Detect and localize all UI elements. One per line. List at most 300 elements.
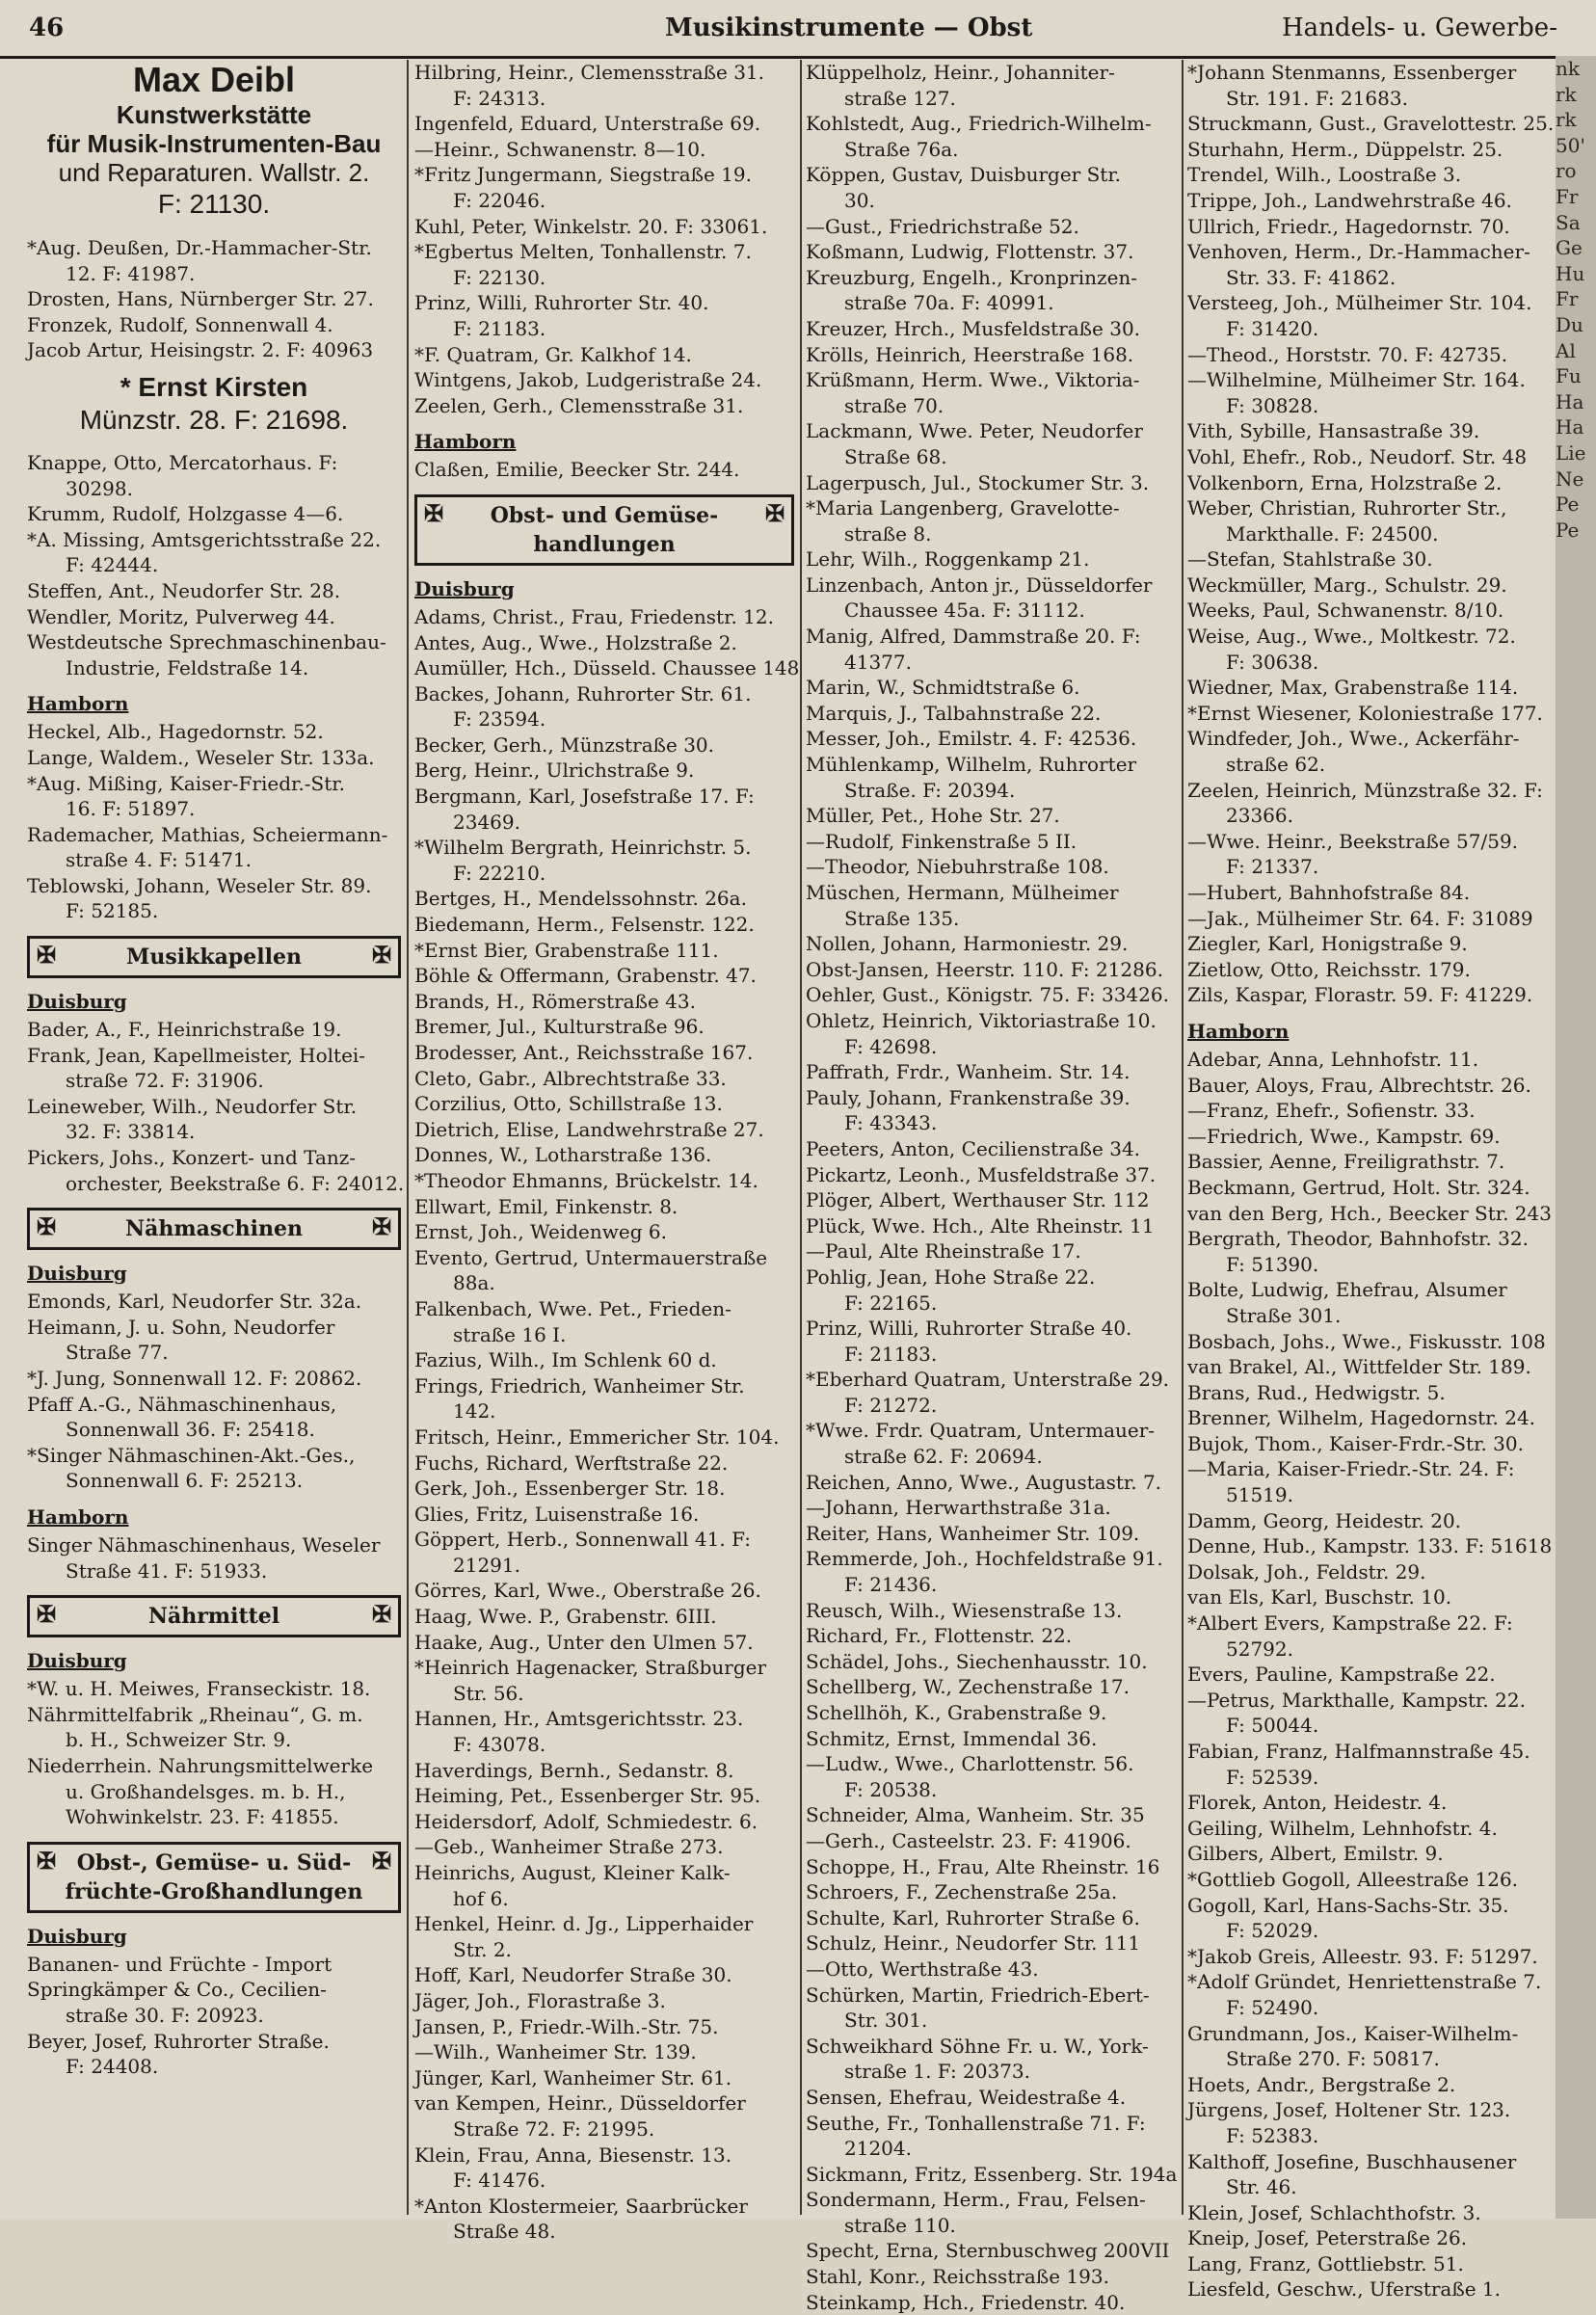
- directory-entry: Schneider, Alma, Wanheim. Str. 35: [806, 1803, 1145, 1827]
- directory-entry: Straße 41. F: 51933.: [66, 1558, 268, 1583]
- directory-entry: Peeters, Anton, Cecilienstraße 34.: [806, 1136, 1141, 1160]
- directory-entry: Schellberg, W., Zechenstraße 17.: [806, 1675, 1130, 1699]
- directory-entry: Emonds, Karl, Neudorfer Str. 32a.: [27, 1290, 362, 1314]
- directory-entry: Heinrichs, August, Kleiner Kalk-: [414, 1861, 731, 1884]
- directory-entry: Haake, Aug., Unter den Ulmen 57.: [414, 1630, 754, 1654]
- directory-entry: Bolte, Ludwig, Ehefrau, Alsumer: [1187, 1278, 1507, 1302]
- entry-list: [27, 1017, 405, 1196]
- directory-entry: Heiming, Pet., Essenberger Str. 95.: [414, 1784, 761, 1808]
- directory-entry: *Aug. Deußen, Dr.-Hammacher-Str.: [27, 236, 372, 259]
- directory-entry: Straße 135.: [844, 906, 960, 930]
- directory-entry: F: 24408.: [66, 2055, 159, 2079]
- directory-entry: F: 42444.: [66, 553, 159, 577]
- directory-entry: Steffen, Ant., Neudorfer Str. 28.: [27, 578, 341, 602]
- directory-entry: Windfeder, Joh., Wwe., Ackerfähr-: [1187, 727, 1520, 751]
- directory-entry: Straße 301.: [1226, 1303, 1342, 1327]
- running-title: Musikinstrumente — Obst: [665, 13, 1033, 42]
- edge-fragment: Ne: [1556, 466, 1584, 491]
- edge-fragment: ro: [1556, 159, 1577, 183]
- directory-entry: *Adolf Gründet, Henriettenstraße 7.: [1187, 1970, 1542, 1994]
- directory-entry: Beyer, Josef, Ruhrorter Straße.: [27, 2029, 330, 2053]
- directory-entry: Pauly, Johann, Frankenstraße 39.: [806, 1085, 1130, 1109]
- directory-entry: Ullrich, Friedr., Hagedornstr. 70.: [1187, 214, 1510, 238]
- directory-entry: *Gottlieb Gogoll, Alleestraße 126.: [1187, 1867, 1519, 1891]
- directory-entry: Evento, Gertrud, Untermauerstraße: [414, 1245, 768, 1269]
- ad-name: * Ernst Kirsten: [120, 371, 308, 402]
- directory-entry: Straße 68.: [844, 444, 947, 468]
- directory-entry: straße 62. F: 20694.: [844, 1445, 1043, 1469]
- directory-entry: Mühlenkamp, Wilhelm, Ruhrorter: [806, 753, 1137, 777]
- directory-entry: Straße. F: 20394.: [844, 778, 1016, 802]
- edge-fragment: Al: [1556, 338, 1576, 362]
- directory-entry: orchester, Beekstraße 6. F: 24012.: [66, 1171, 405, 1195]
- directory-entry: 16. F: 51897.: [66, 797, 196, 821]
- directory-entry: —Maria, Kaiser-Friedr.-Str. 24. F:: [1187, 1457, 1515, 1481]
- directory-entry: —Rudolf, Finkenstraße 5 II.: [806, 829, 1077, 853]
- directory-entry: Brenner, Wilhelm, Hagedornstr. 24.: [1187, 1406, 1536, 1430]
- directory-entry: Vith, Sybille, Hansastraße 39.: [1187, 419, 1480, 443]
- column-3: [806, 60, 1178, 2314]
- directory-entry: Aumüller, Hch., Düsseld. Chaussee 148: [414, 656, 800, 680]
- directory-entry: Cleto, Gabr., Albrechtstraße 33.: [414, 1066, 727, 1090]
- directory-entry: —Wilh., Wanheimer Str. 139.: [414, 2040, 697, 2064]
- directory-entry: Backes, Johann, Ruhrorter Str. 61.: [414, 681, 752, 705]
- directory-entry: van Kempen, Heinr., Düsseldorfer: [414, 2091, 746, 2115]
- directory-entry: Reiter, Hans, Wanheimer Str. 109.: [806, 1521, 1140, 1545]
- directory-entry: Sonnenwall 6. F: 25213.: [66, 1469, 304, 1493]
- directory-entry: *Theodor Ehmanns, Brückelstr. 14.: [414, 1168, 758, 1192]
- directory-entry: *Eberhard Quatram, Unterstraße 29.: [806, 1368, 1170, 1392]
- directory-entry: Becker, Gerh., Münzstraße 30.: [414, 732, 715, 757]
- directory-entry: Heckel, Alb., Hagedornstr. 52.: [27, 720, 324, 744]
- city-heading: Hamborn: [1187, 1019, 1290, 1043]
- directory-entry: 52792.: [1226, 1636, 1293, 1661]
- directory-entry: Sensen, Ehefrau, Weidestraße 4.: [806, 2085, 1127, 2109]
- directory-entry: —Ludw., Wwe., Charlottenstr. 56.: [806, 1752, 1134, 1776]
- directory-entry: Schürken, Martin, Friedrich-Ebert-: [806, 1982, 1150, 2007]
- directory-entry: F: 22210.: [453, 861, 546, 885]
- directory-entry: Antes, Aug., Wwe., Holzstraße 2.: [414, 630, 737, 654]
- directory-entry: *Singer Nähmaschinen-Akt.-Ges.,: [27, 1443, 356, 1467]
- directory-entry: Dolsak, Joh., Feldstr. 29.: [1187, 1559, 1426, 1583]
- directory-entry: *Jakob Greis, Alleestr. 93. F: 51297.: [1187, 1944, 1538, 1968]
- directory-entry: Stahl, Konr., Reichsstraße 193.: [806, 2265, 1109, 2289]
- directory-entry: Görres, Karl, Wwe., Oberstraße 26.: [414, 1579, 761, 1603]
- directory-entry: Heidersdorf, Adolf, Schmiedestr. 6.: [414, 1809, 758, 1833]
- edge-fragment: rk: [1556, 82, 1577, 106]
- directory-entry: Bauer, Aloys, Frau, Albrechtstr. 26.: [1187, 1073, 1531, 1097]
- directory-entry: Hannen, Hr., Amtsgerichtsstr. 23.: [414, 1707, 744, 1731]
- directory-entry: Köppen, Gustav, Duisburger Str.: [806, 163, 1122, 187]
- directory-entry: Hilbring, Heinr., Clemensstraße 31.: [414, 61, 765, 84]
- entry-list: [27, 1532, 401, 1583]
- entry-list: [1187, 1047, 1554, 2302]
- directory-entry: Wiedner, Max, Grabenstraße 114.: [1187, 676, 1519, 700]
- edge-fragment: Hu: [1556, 261, 1585, 285]
- directory-entry: Donnes, W., Lotharstraße 136.: [414, 1143, 712, 1167]
- directory-entry: van Els, Karl, Buschstr. 10.: [1187, 1585, 1452, 1610]
- directory-entry: Leineweber, Wilh., Neudorfer Str.: [27, 1094, 358, 1118]
- directory-entry: Glies, Fritz, Luisenstraße 16.: [414, 1502, 700, 1526]
- directory-entry: —Gerh., Casteelstr. 23. F: 41906.: [806, 1828, 1131, 1852]
- section-heading-box: [27, 1208, 401, 1250]
- directory-entry: Messer, Joh., Emilstr. 4. F: 42536.: [806, 727, 1137, 751]
- column-2: [414, 60, 800, 2244]
- directory-entry: Florek, Anton, Heidestr. 4.: [1187, 1791, 1448, 1815]
- section-title: Obst-, Gemüse- u. Süd-früchte-Großhandlungen: [65, 1849, 363, 1904]
- directory-entry: —Petrus, Markthalle, Kampstr. 22.: [1187, 1688, 1526, 1712]
- directory-entry: Weckmüller, Marg., Schulstr. 29.: [1187, 572, 1507, 597]
- directory-entry: F: 22046.: [453, 188, 546, 212]
- ad-line: Kunstwerkstätte: [116, 100, 312, 129]
- directory-entry: Klein, Josef, Schlachthofstr. 3.: [1187, 2200, 1481, 2224]
- directory-entry: Bertges, H., Mendelssohnstr. 26a.: [414, 887, 747, 911]
- directory-entry: Str. 191. F: 21683.: [1226, 86, 1408, 110]
- directory-entry: F: 21436.: [844, 1573, 938, 1597]
- directory-entry: Reusch, Wilh., Wiesenstraße 13.: [806, 1598, 1123, 1622]
- directory-entry: *W. u. H. Meiwes, Franseckistr. 18.: [27, 1677, 371, 1701]
- directory-entry: Str. 33. F: 41862.: [1226, 265, 1396, 289]
- edge-fragment: Fu: [1556, 364, 1582, 388]
- directory-entry: *Johann Stenmanns, Essenberger: [1187, 61, 1517, 84]
- directory-entry: Knappe, Otto, Mercatorhaus. F:: [27, 450, 338, 474]
- directory-entry: Fazius, Wilh., Im Schlenk 60 d.: [414, 1348, 717, 1372]
- directory-entry: F: 21183.: [844, 1342, 938, 1366]
- directory-entry: straße 70.: [844, 393, 944, 417]
- directory-entry: Ellwart, Emil, Finkenstr. 8.: [414, 1194, 678, 1218]
- directory-entry: Manig, Alfred, Dammstraße 20. F:: [806, 625, 1141, 649]
- directory-entry: Paffrath, Frdr., Wanheim. Str. 14.: [806, 1060, 1130, 1084]
- adjacent-page-edge: [1556, 56, 1596, 2219]
- directory-entry: Gerk, Joh., Essenberger Str. 18.: [414, 1477, 726, 1501]
- directory-entry: Ernst, Joh., Weidenweg 6.: [414, 1220, 667, 1244]
- edge-fragment: nk: [1556, 57, 1580, 80]
- directory-entry: Straße 48.: [453, 2220, 556, 2244]
- entry-list: [27, 235, 401, 363]
- directory-entry: Nollen, Johann, Harmoniestr. 29.: [806, 932, 1129, 956]
- ad-line: und Reparaturen. Wallstr. 2.: [58, 158, 370, 187]
- directory-entry: Trippe, Joh., Landwehrstraße 46.: [1187, 188, 1512, 212]
- directory-entry: Bader, A., F., Heinrichstraße 19.: [27, 1018, 342, 1042]
- directory-entry: Weeks, Paul, Schwanenstr. 8/10.: [1187, 599, 1504, 623]
- entry-list: [27, 1676, 401, 1830]
- directory-entry: straße 70a. F: 40991.: [844, 291, 1054, 315]
- directory-entry: Sturhahn, Herm., Düppelstr. 25.: [1187, 137, 1503, 161]
- directory-entry: Kreuzer, Hrch., Musfeldstraße 30.: [806, 316, 1141, 340]
- directory-entry: F: 22165.: [844, 1291, 938, 1315]
- directory-entry: Evers, Pauline, Kampstraße 22.: [1187, 1663, 1496, 1687]
- directory-entry: F: 43078.: [453, 1733, 546, 1757]
- directory-entry: F: 21337.: [1226, 855, 1319, 879]
- ad-line: für Musik-Instrumenten-Bau: [46, 129, 382, 158]
- directory-entry: —Geb., Wanheimer Straße 273.: [414, 1835, 724, 1859]
- city-heading: Duisburg: [27, 990, 127, 1014]
- edge-fragment: Fr: [1556, 184, 1579, 208]
- directory-entry: Frings, Friedrich, Wanheimer Str.: [414, 1373, 745, 1397]
- directory-entry: Zeelen, Gerh., Clemensstraße 31.: [414, 393, 744, 417]
- directory-entry: 32. F: 33814.: [66, 1120, 196, 1144]
- directory-entry: 21291.: [453, 1553, 520, 1577]
- directory-entry: Geiling, Wilhelm, Lehnhofstr. 4.: [1187, 1816, 1498, 1840]
- directory-entry: Kohlstedt, Aug., Friedrich-Wilhelm-: [806, 112, 1152, 136]
- directory-entry: Klein, Frau, Anna, Biesenstr. 13.: [414, 2142, 732, 2167]
- edge-fragment: Sa: [1556, 210, 1581, 234]
- directory-entry: F: 52490.: [1226, 1995, 1319, 2019]
- directory-entry: Frank, Jean, Kapellmeister, Holtei-: [27, 1043, 366, 1067]
- edge-fragment: Ha: [1556, 415, 1584, 439]
- directory-entry: Schulz, Heinr., Neudorfer Str. 111: [806, 1931, 1141, 1956]
- directory-entry: Adams, Christ., Frau, Friedenstr. 12.: [414, 604, 774, 628]
- entry-list: [414, 60, 794, 418]
- directory-entry: —Johann, Herwarthstraße 31a.: [806, 1496, 1111, 1520]
- directory-entry: van den Berg, Hch., Beecker Str. 243: [1187, 1201, 1552, 1225]
- city-heading: Duisburg: [27, 1262, 127, 1286]
- directory-entry: Versteeg, Joh., Mülheimer Str. 104.: [1187, 291, 1532, 315]
- directory-entry: Straße 76a.: [844, 137, 959, 161]
- entry-list: [27, 450, 401, 680]
- directory-entry: F: 41476.: [453, 2169, 546, 2193]
- directory-entry: —Hubert, Bahnhofstraße 84.: [1187, 881, 1471, 904]
- directory-entry: Kalthoff, Josefine, Buschhausener: [1187, 2149, 1517, 2173]
- ornament-icon: ✠: [36, 1846, 57, 1875]
- ad-phone: F: 21130.: [157, 189, 271, 219]
- directory-entry: 21204.: [844, 2137, 912, 2161]
- directory-entry: Nährmittelfabrik „Rheinau“, G. m.: [27, 1702, 363, 1726]
- directory-entry: Reichen, Anno, Wwe., Augustastr. 7.: [806, 1470, 1162, 1494]
- entry-list: [27, 719, 401, 924]
- directory-entry: Haag, Wwe. P., Grabenstr. 6III.: [414, 1605, 717, 1629]
- directory-entry: Straße 77.: [66, 1341, 169, 1365]
- directory-entry: Straße 270. F: 50817.: [1226, 2047, 1440, 2071]
- edge-fragment: Pe: [1556, 492, 1580, 517]
- directory-entry: Fronzek, Rudolf, Sonnenwall 4.: [27, 312, 333, 336]
- directory-entry: Henkel, Heinr. d. Jg., Lipperhaider: [414, 1912, 754, 1936]
- directory-entry: Bergmann, Karl, Josefstraße 17. F:: [414, 785, 755, 809]
- directory-entry: 12. F: 41987.: [66, 261, 196, 285]
- directory-entry: Weber, Christian, Ruhrorter Str.,: [1187, 496, 1507, 520]
- edge-fragment: Du: [1556, 312, 1583, 336]
- entry-list: [414, 604, 800, 2245]
- directory-entry: Klüppelholz, Heinr., Johanniter-: [806, 61, 1115, 84]
- directory-entry: Marquis, J., Talbahnstraße 22.: [806, 701, 1102, 725]
- directory-entry: Zietlow, Otto, Reichsstr. 179.: [1187, 957, 1471, 981]
- directory-entry: F: 43343.: [844, 1111, 938, 1135]
- directory-entry: Wendler, Moritz, Pulverweg 44.: [27, 604, 335, 628]
- section-title: Nährmittel: [147, 1604, 280, 1630]
- city-heading: Hamborn: [27, 1504, 129, 1529]
- directory-entry: Sickmann, Fritz, Essenberg. Str. 194a: [806, 2162, 1178, 2186]
- directory-entry: —Franz, Ehefr., Sofienstr. 33.: [1187, 1099, 1476, 1123]
- directory-entry: Weise, Aug., Wwe., Moltkestr. 72.: [1187, 625, 1516, 649]
- directory-entry: Bremer, Jul., Kulturstraße 96.: [414, 1015, 705, 1039]
- running-title-right: Handels- u. Gewerbe-: [1282, 13, 1557, 42]
- directory-entry: Trendel, Wilh., Loostraße 3.: [1187, 163, 1462, 187]
- directory-entry: Schmitz, Ernst, Immendal 36.: [806, 1726, 1098, 1750]
- directory-entry: F: 20538.: [844, 1777, 938, 1801]
- directory-entry: Kneip, Josef, Peterstraße 26.: [1187, 2226, 1468, 2250]
- directory-entry: F: 52383.: [1226, 2123, 1319, 2147]
- city-heading: Hamborn: [414, 430, 517, 454]
- directory-entry: Markthalle. F: 24500.: [1226, 521, 1439, 545]
- edge-fragment: Ge: [1556, 236, 1583, 260]
- directory-entry: hof 6.: [453, 1886, 509, 1910]
- directory-entry: straße 62.: [1226, 753, 1326, 777]
- directory-entry: Plück, Wwe. Hch., Alte Rheinstr. 11: [806, 1213, 1155, 1237]
- directory-entry: straße 8.: [844, 521, 932, 545]
- ornament-icon: ✠: [371, 941, 392, 970]
- directory-entry: F: 21183.: [453, 316, 546, 340]
- directory-entry: —Friedrich, Wwe., Kampstr. 69.: [1187, 1124, 1501, 1148]
- section-heading-box: [414, 494, 794, 566]
- directory-entry: Ingenfeld, Eduard, Unterstraße 69.: [414, 112, 761, 136]
- directory-entry: Pfaff A.-G., Nähmaschinenhaus,: [27, 1392, 337, 1416]
- directory-entry: —Wwe. Heinr., Beekstraße 57/59.: [1187, 829, 1519, 853]
- directory-entry: 142.: [453, 1399, 496, 1424]
- column-4: [1187, 60, 1555, 2302]
- directory-entry: b. H., Schweizer Str. 9.: [66, 1728, 292, 1752]
- directory-entry: Venhoven, Herm., Dr.-Hammacher-: [1187, 240, 1530, 264]
- directory-entry: Göppert, Herb., Sonnenwall 41. F:: [414, 1528, 751, 1552]
- directory-entry: Springkämper & Co., Cecilien-: [27, 1978, 327, 2002]
- directory-entry: *Ernst Bier, Grabenstraße 111.: [414, 938, 719, 962]
- directory-entry: Seuthe, Fr., Tonhallenstraße 71. F:: [806, 2111, 1146, 2135]
- directory-entry: F: 50044.: [1226, 1714, 1319, 1738]
- directory-entry: Hoff, Karl, Neudorfer Straße 30.: [414, 1963, 732, 1987]
- directory-entry: Brans, Rud., Hedwigstr. 5.: [1187, 1380, 1446, 1404]
- directory-entry: Westdeutsche Sprechmaschinenbau-: [27, 630, 386, 654]
- directory-entry: Plöger, Albert, Werthauser Str. 112: [806, 1188, 1150, 1212]
- city-heading: Hamborn: [27, 692, 129, 716]
- directory-entry: Corzilius, Otto, Schillstraße 13.: [414, 1092, 723, 1116]
- edge-fragment: Pe: [1556, 518, 1580, 542]
- directory-entry: Bananen- und Früchte - Import: [27, 1952, 332, 1976]
- directory-entry: F: 52029.: [1226, 1919, 1319, 1943]
- directory-entry: —Heinr., Schwanenstr. 8—10.: [414, 137, 706, 161]
- section-title: Musikkapellen: [126, 945, 302, 971]
- directory-entry: Bassier, Aenne, Freiligrathstr. 7.: [1187, 1150, 1505, 1174]
- column-rule: [1182, 60, 1184, 2215]
- directory-entry: Schoppe, H., Frau, Alte Rheinstr. 16: [806, 1854, 1160, 1878]
- directory-entry: F: 51390.: [1226, 1252, 1319, 1276]
- directory-entry: Str. 56.: [453, 1681, 524, 1705]
- page-number: 46: [29, 13, 65, 42]
- directory-entry: Struckmann, Gust., Gravelottestr. 25.: [1187, 112, 1555, 136]
- directory-entry: *Albert Evers, Kampstraße 22. F:: [1187, 1611, 1513, 1636]
- directory-entry: straße 1. F: 20373.: [844, 2060, 1031, 2084]
- page-header: [0, 0, 1596, 59]
- directory-entry: Fabian, Franz, Halfmannstraße 45.: [1187, 1740, 1530, 1763]
- directory-entry: Vohl, Ehefr., Rob., Neudorf. Str. 48: [1187, 444, 1528, 468]
- ornament-icon: ✠: [371, 1212, 392, 1241]
- directory-entry: 23469.: [453, 810, 520, 834]
- directory-entry: Steinkamp, Hch., Friedenstr. 40.: [806, 2290, 1126, 2314]
- directory-entry: F: 22130.: [453, 265, 546, 289]
- directory-entry: Oehler, Gust., Königstr. 75. F: 33426.: [806, 983, 1169, 1007]
- directory-entry: Drosten, Hans, Nürnberger Str. 27.: [27, 287, 374, 311]
- directory-entry: *Maria Langenberg, Gravelotte-: [806, 496, 1120, 520]
- directory-entry: Prinz, Willi, Ruhrorter Straße 40.: [806, 1317, 1132, 1341]
- directory-entry: Lehr, Wilh., Roggenkamp 21.: [806, 547, 1090, 572]
- directory-entry: Dietrich, Elise, Landwehrstraße 27.: [414, 1117, 764, 1141]
- directory-entry: *Fritz Jungermann, Siegstraße 19.: [414, 163, 752, 187]
- edge-fragment: Fr: [1556, 287, 1579, 311]
- directory-entry: straße 110.: [844, 2213, 956, 2237]
- directory-entry: Jäger, Joh., Florastraße 3.: [414, 1988, 666, 2012]
- directory-entry: Singer Nähmaschinenhaus, Weseler: [27, 1532, 381, 1557]
- column-rule: [800, 60, 802, 2215]
- directory-entry: straße 72. F: 31906.: [66, 1069, 264, 1093]
- edge-fragment: 50': [1556, 133, 1585, 157]
- directory-entry: Krumm, Rudolf, Holzgasse 4—6.: [27, 502, 344, 526]
- directory-entry: —Wilhelmine, Mülheimer Str. 164.: [1187, 368, 1526, 392]
- directory-entry: Schroers, F., Zechenstraße 25a.: [806, 1880, 1118, 1904]
- directory-entry: *Wilhelm Bergrath, Heinrichstr. 5.: [414, 836, 752, 860]
- directory-entry: Adebar, Anna, Lehnhofstr. 11.: [1187, 1047, 1479, 1071]
- directory-entry: straße 127.: [844, 86, 956, 110]
- advertisement-ernst-kirsten: [27, 371, 401, 437]
- ornament-icon: ✠: [371, 1846, 392, 1875]
- ornament-icon: ✠: [764, 498, 785, 527]
- ornament-icon: ✠: [36, 941, 57, 970]
- directory-entry: Claßen, Emilie, Beecker Str. 244.: [414, 458, 740, 482]
- directory-entry: Brodesser, Ant., Reichsstraße 167.: [414, 1041, 754, 1064]
- section-title: Obst- und Gemüse-handlungen: [490, 502, 719, 557]
- directory-entry: Volkenborn, Erna, Holzstraße 2.: [1187, 470, 1503, 494]
- directory-entry: Ohletz, Heinrich, Viktoriastraße 10.: [806, 1008, 1157, 1032]
- directory-entry: Gilbers, Albert, Emilstr. 9.: [1187, 1842, 1444, 1866]
- directory-entry: 88a.: [453, 1271, 495, 1295]
- directory-entry: *Egbertus Melten, Tonhallenstr. 7.: [414, 240, 752, 264]
- directory-entry: *Wwe. Frdr. Quatram, Untermauer-: [806, 1419, 1156, 1443]
- directory-entry: Krüßmann, Herm. Wwe., Viktoria-: [806, 368, 1140, 392]
- directory-entry: Koßmann, Ludwig, Flottenstr. 37.: [806, 240, 1134, 264]
- column-1: [27, 60, 405, 2215]
- directory-entry: Heimann, J. u. Sohn, Neudorfer: [27, 1315, 335, 1339]
- directory-entry: Denne, Hub., Kampstr. 133. F: 51618: [1187, 1534, 1553, 1558]
- directory-entry: F: 30638.: [1226, 650, 1319, 674]
- directory-entry: Kreuzburg, Engelh., Kronprinzen-: [806, 265, 1138, 289]
- directory-entry: *Ernst Wiesener, Koloniestraße 177.: [1187, 701, 1543, 725]
- directory-entry: u. Großhandelsges. m. b. H.,: [66, 1779, 346, 1803]
- directory-entry: —Gust., Friedrichstraße 52.: [806, 214, 1079, 238]
- directory-entry: Chaussee 45a. F: 31112.: [844, 599, 1085, 623]
- directory-entry: 30.: [844, 188, 875, 212]
- directory-entry: F: 21272.: [844, 1393, 938, 1417]
- edge-fragment: Lie: [1556, 440, 1586, 465]
- directory-entry: Schädel, Johs., Siechenhausstr. 10.: [806, 1649, 1148, 1673]
- directory-entry: Wohwinkelstr. 23. F: 41855.: [66, 1805, 339, 1829]
- entry-list: [27, 1952, 401, 2080]
- ad-name: Max Deibl: [132, 60, 296, 99]
- directory-entry: Bosbach, Johs., Wwe., Fiskusstr. 108: [1187, 1329, 1546, 1353]
- directory-entry: Biedemann, Herm., Felsenstr. 122.: [414, 913, 755, 937]
- directory-entry: *F. Quatram, Gr. Kalkhof 14.: [414, 342, 692, 366]
- directory-entry: Obst-Jansen, Heerstr. 110. F: 21286.: [806, 957, 1163, 981]
- section-heading-box: [27, 1842, 401, 1913]
- directory-entry: Schulte, Karl, Ruhrorter Straße 6.: [806, 1905, 1140, 1929]
- directory-entry: Jacob Artur, Heisingstr. 2. F: 40963: [27, 338, 374, 362]
- ornament-icon: ✠: [423, 498, 444, 527]
- directory-entry: F: 42698.: [844, 1034, 938, 1058]
- directory-entry: —Stefan, Stahlstraße 30.: [1187, 547, 1433, 572]
- entry-list: [1187, 60, 1554, 1008]
- directory-entry: Zeelen, Heinrich, Münzstraße 32. F:: [1187, 778, 1543, 802]
- directory-entry: straße 16 I.: [453, 1322, 567, 1346]
- directory-entry: Ziegler, Karl, Honigstraße 9.: [1187, 932, 1468, 956]
- directory-entry: *Aug. Mißing, Kaiser-Friedr.-Str.: [27, 771, 345, 795]
- city-heading: Duisburg: [27, 1649, 127, 1673]
- directory-entry: Böhle & Offermann, Grabenstr. 47.: [414, 964, 757, 988]
